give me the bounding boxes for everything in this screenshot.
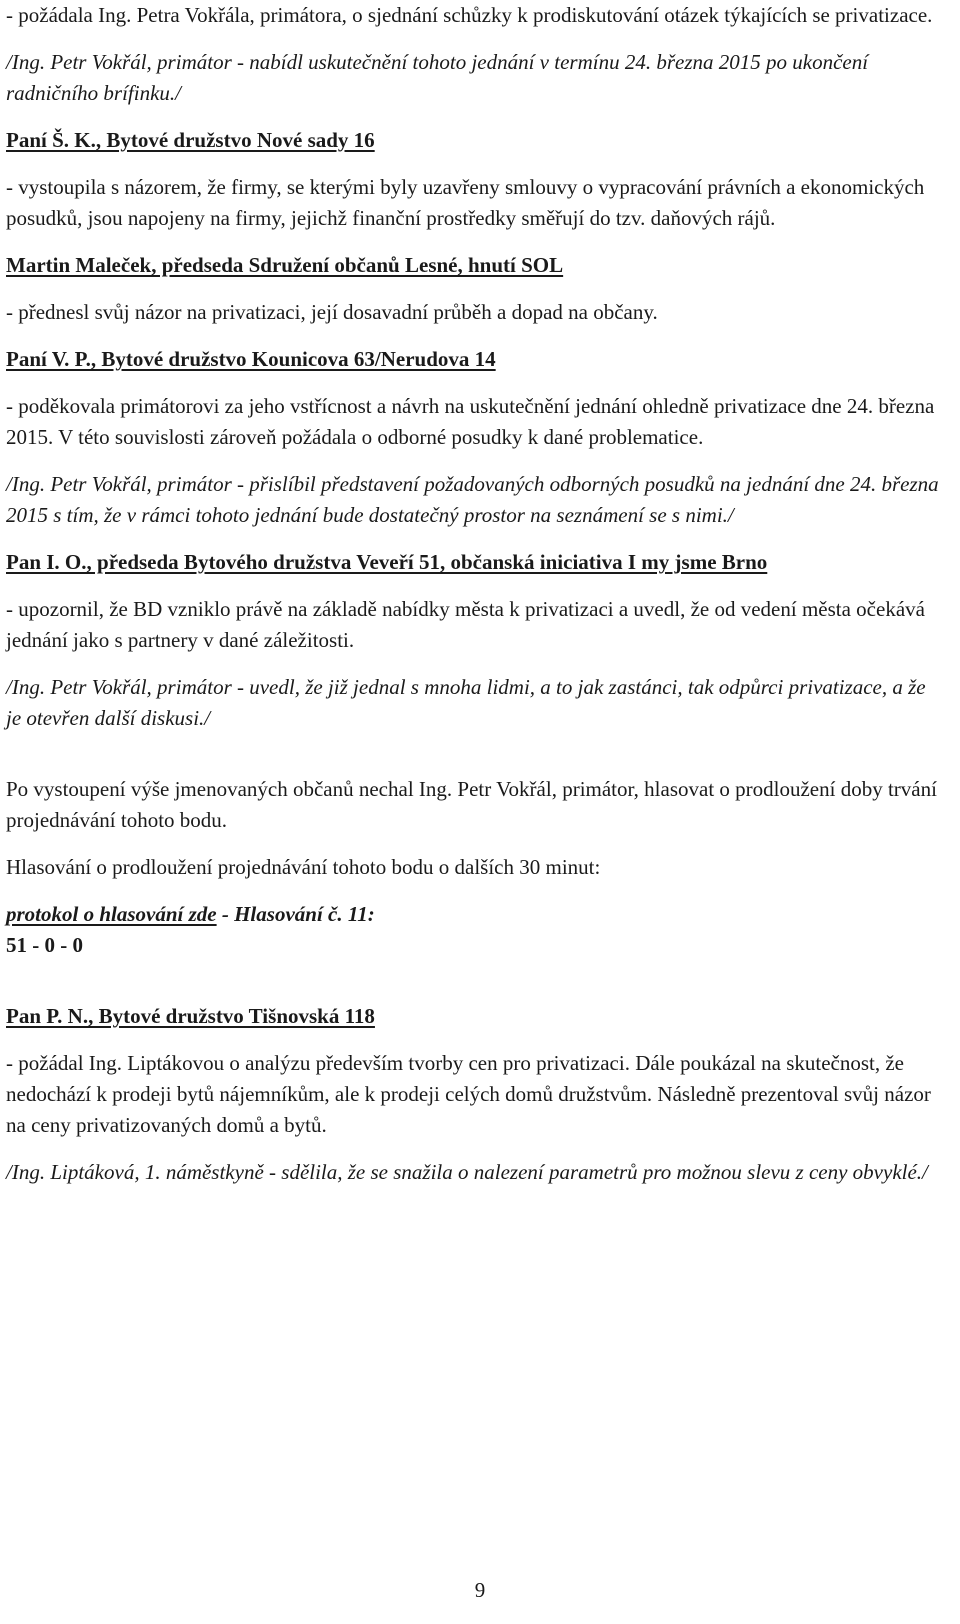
paragraph-sk-statement: - vystoupila s názorem, že firmy, se kterými byly uzavřeny smlouvy o vypracování právních a ekonomických posudků, jsou napojeny na firmy, jejichž finanční prostředky směřují do tzv. daňových rájů.	[6, 175, 925, 230]
paragraph-mayor-offer: /Ing. Petr Vokřál, primátor - nabídl uskutečnění tohoto jednání v termínu 24. března 2015 po ukončení radničního brífinku./	[6, 50, 869, 105]
document-page	[6, 0, 942, 1188]
speaker-heading-pn: Pan P. N., Bytové družstvo Tišnovská 118	[6, 1004, 375, 1028]
paragraph-vote-intro: Hlasování o prodloužení projednávání tohoto bodu o dalších 30 minut:	[6, 855, 601, 879]
paragraph-mayor-reply: /Ing. Petr Vokřál, primátor - uvedl, že již jednal s mnoha lidmi, a to jak zastánci, tak odpůrci privatizace, a že je otevřen další diskusi./	[6, 675, 926, 730]
speaker-heading-vp: Paní V. P., Bytové družstvo Kounicova 63/Nerudova 14	[6, 347, 496, 371]
vote-line	[6, 899, 942, 930]
paragraph-pn-statement: - požádal Ing. Liptákovou o analýzu především tvorby cen pro privatizaci. Dále poukázal na skutečnost, že nedochází k prodeji bytů nájemníkům, ale k prodeji celých domů družstvům. Následně prezentoval svůj názor na ceny privatizovaných domů a bytů.	[6, 1051, 931, 1137]
speaker-heading-malecek: Martin Maleček, předseda Sdružení občanů Lesné, hnutí SOL	[6, 253, 564, 277]
paragraph-vote-call: Po vystoupení výše jmenovaných občanů nechal Ing. Petr Vokřál, primátor, hlasovat o prodloužení doby trvání projednávání tohoto bodu.	[6, 777, 937, 832]
speaker-heading-sk: Paní Š. K., Bytové družstvo Nové sady 16	[6, 128, 375, 152]
vote-protocol-link[interactable]: protokol o hlasování zde	[6, 902, 217, 926]
vote-number-label: - Hlasování č. 11:	[216, 902, 375, 926]
speaker-heading-io: Pan I. O., předseda Bytového družstva Veveří 51, občanská iniciativa I my jsme Brno	[6, 550, 768, 574]
paragraph-vp-statement: - poděkovala primátorovi za jeho vstřícnost a návrh na uskutečnění jednání ohledně privatizace dne 24. března 2015. V této souvislosti zároveň požádala o odborné posudky k dané problematice.	[6, 394, 935, 449]
paragraph-mayor-promise: /Ing. Petr Vokřál, primátor - přislíbil představení požadovaných odborných posudků na jednání dne 24. března 2015 s tím, že v rámci tohoto jednání bude dostatečný prostor na seznámení se s nimi./	[6, 472, 939, 527]
paragraph-malecek-statement: - přednesl svůj názor na privatizaci, její dosavadní průběh a dopad na občany.	[6, 300, 658, 324]
paragraph-io-statement: - upozornil, že BD vzniklo právě na základě nabídky města k privatizaci a uvedl, že od vedení města očekává jednání jako s partnery v dané záležitosti.	[6, 597, 925, 652]
page-number: 9	[474, 1578, 486, 1602]
vote-result: 51 - 0 - 0	[6, 933, 83, 957]
paragraph-liptakova-reply: /Ing. Liptáková, 1. náměstkyně - sdělila, že se snažila o nalezení parametrů pro možnou slevu z ceny obvyklé./	[6, 1160, 928, 1184]
paragraph-request-meeting: - požádala Ing. Petra Vokřála, primátora, o sjednání schůzky k prodiskutování otázek týkajících se privatizace.	[6, 3, 933, 27]
